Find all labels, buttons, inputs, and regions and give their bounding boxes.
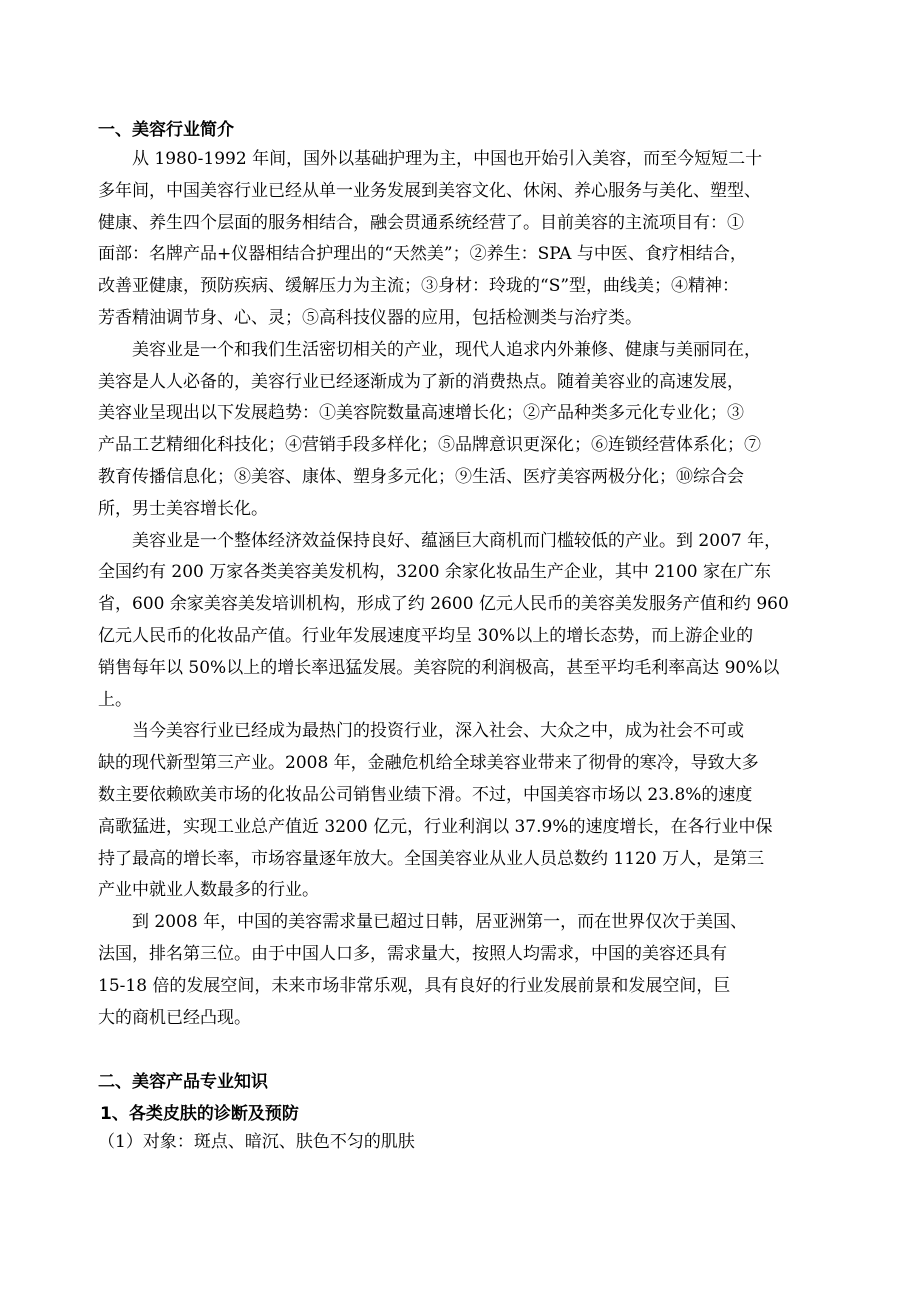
paragraph-outlook: 到 2008 年，中国的美容需求量已超过日韩，居亚洲第一，而在世界仅次于美国、 法国，排名第三位。由于中国人口多，需求量大，按照人均需求，中国的美容还具有 15-18 倍的发展空间，未来市场非常乐观，具有良好的行业发展前景和发展空间，巨 大的商机已经凸现。 [98,912,748,1028]
document-page [98,116,824,1156]
paragraph-history: 从 1980-1992 年间，国外以基础护理为主，中国也开始引入美容，而至今短短二十 多年间，中国美容行业已经从单一业务发展到美容文化、休闲、养心服务与美化、塑型、 健康、养生四个层面的服务相结合，融会贯通系统经营了。目前美容的主流项目有：① 面部：名牌产品+仪器相结合护理出的“天然美”；②养生：SPA 与中医、食疗相结合， 改善亚健康，预防疾病、缓解压力为主流；③身材：玲珑的“S”型，曲线美；④精神： 芳香精油调节身、心、灵；⑤高科技仪器的应用，包括检测类与治疗类。 [98,149,763,328]
paragraph-investment: 当今美容行业已经成为最热门的投资行业，深入社会、大众之中，成为社会不可或 缺的现代新型第三产业。2008 年，金融危机给全球美容业带来了彻骨的寒冷，导致大多 数主要依赖欧美市场的化妆品公司销售业绩下滑。不过，中国美容市场以 23.8%的速度 高歌猛进，实现工业总产值近 3200 亿元，行业利润以 37.9%的速度增长，在各行业中保 持了最高的增长率，市场容量逐年放大。全国美容业从业人员总数约 1120 万人，是第三 产业中就业人数最多的行业。 [98,721,773,901]
section-heading-products: 二、美容产品专业知识 [98,1072,268,1093]
paragraph-economy: 美容业是一个整体经济效益保持良好、蕴涵巨大商机而门槛较低的产业。到 2007 年， 全国约有 200 万家各类美容美发机构，3200 余家化妆品生产企业，其中 2100 家在广东 省，600 余家美容美发培训机构，形成了约 2600 亿元人民币的美容美发服务产值和约 960 亿元人民币的化妆品产值。行业年发展速度平均呈 30%以上的增长态势，而上游企业的 销售每年以 50%以上的增长率迅猛发展。美容院的利润极高，甚至平均毛利率高达 90%以 上。 [98,530,789,710]
list-item-target: （1）对象：斑点、暗沉、肤色不匀的肌肤 [98,1132,415,1153]
subsection-heading-skin: 1、各类皮肤的诊断及预防 [100,1104,299,1125]
paragraph-trends: 美容业是一个和我们生活密切相关的产业，现代人追求内外兼修、健康与美丽同在， 美容是人人必备的，美容行业已经逐渐成为了新的消费热点。随着美容业的高速发展， 美容业呈现出以下发展趋势：①美容院数量高速增长化；②产品种类多元化专业化；③ 产品工艺精细化科技化；④营销手段多样化；⑤品牌意识更深化；⑥连锁经营体系化；⑦ 教育传播信息化；⑧美容、康体、塑身多元化；⑨生活、医疗美容两极分化；⑩综合会 所，男士美容增长化。 [98,339,761,519]
section-heading-intro: 一、美容行业简介 [98,120,234,140]
section-spacer [98,1034,824,1068]
